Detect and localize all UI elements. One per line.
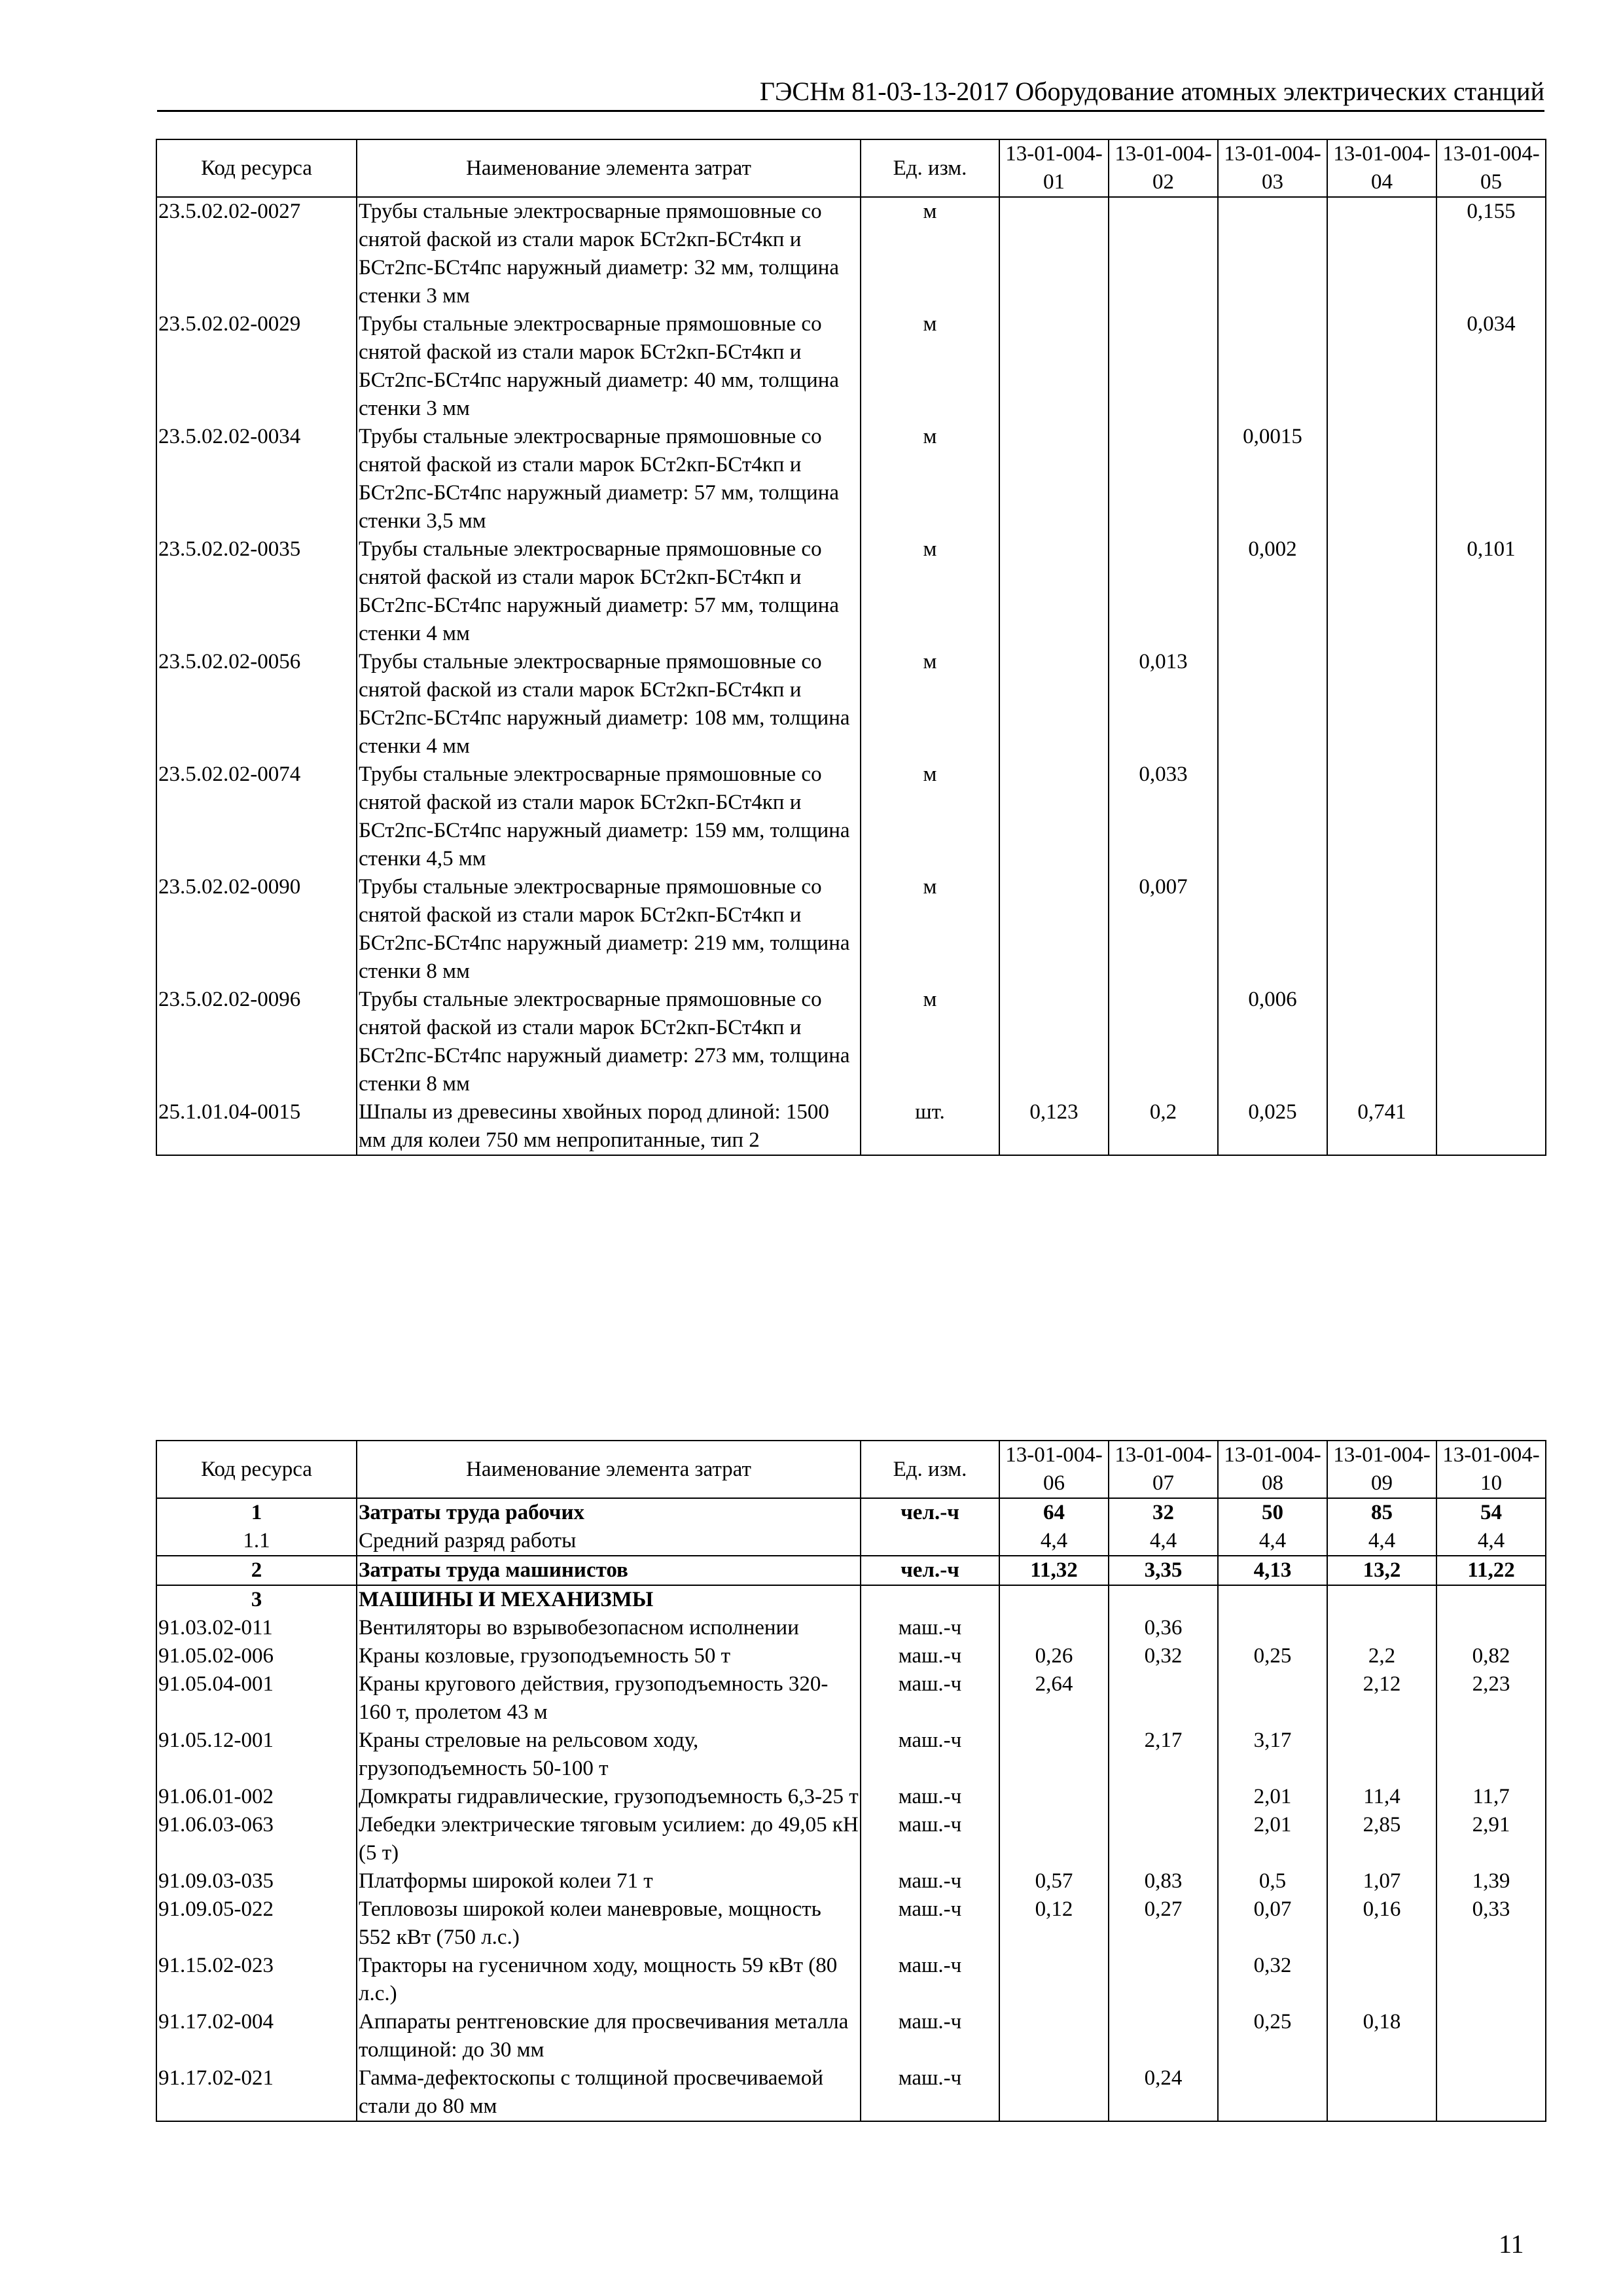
resource-code: 1 [156, 1498, 357, 1527]
resource-value [999, 648, 1109, 761]
table-row [156, 1556, 1546, 1585]
resource-value: 4,4 [1218, 1527, 1327, 1556]
resource-value: 0,101 [1436, 535, 1546, 648]
table-row [156, 310, 1546, 423]
header-col: 13-01-004-05 [1436, 139, 1546, 197]
resource-code: 91.09.05-022 [156, 1895, 357, 1952]
table-row [156, 1727, 1546, 1783]
resource-code: 23.5.02.02-0034 [156, 423, 357, 535]
resource-value: 11,4 [1327, 1783, 1436, 1811]
resource-name: Трубы стальные электросварные прямошовные со снятой фаской из стали марок БСт2кп-БСт4кп и БСт2пс-БСт4пс наружный диаметр: 159 мм, толщина стенки 4,5 мм [357, 761, 861, 873]
resource-code: 91.06.03-063 [156, 1811, 357, 1867]
resource-value [1109, 986, 1218, 1098]
resource-value: 0,155 [1436, 197, 1546, 310]
resource-unit: чел.-ч [861, 1498, 999, 1527]
header-col: 13-01-004-04 [1327, 139, 1436, 197]
resource-code: 91.05.12-001 [156, 1727, 357, 1783]
resource-value: 2,17 [1109, 1727, 1218, 1783]
table-row [156, 2008, 1546, 2064]
resource-value: 3,35 [1109, 1556, 1218, 1585]
resource-code: 1.1 [156, 1527, 357, 1556]
resource-unit: шт. [861, 1098, 999, 1155]
header-col: 13-01-004-07 [1109, 1441, 1218, 1498]
resource-value [1109, 535, 1218, 648]
resource-unit: маш.-ч [861, 1614, 999, 1642]
resource-value: 0,16 [1327, 1895, 1436, 1952]
resource-name: Трубы стальные электросварные прямошовные со снятой фаской из стали марок БСт2кп-БСт4кп и БСт2пс-БСт4пс наружный диаметр: 108 мм, толщина стенки 4 мм [357, 648, 861, 761]
resource-code: 91.05.02-006 [156, 1642, 357, 1670]
resource-value [1327, 535, 1436, 648]
resource-name: Трубы стальные электросварные прямошовные со снятой фаской из стали марок БСт2кп-БСт4кп и БСт2пс-БСт4пс наружный диаметр: 40 мм, толщина стенки 3 мм [357, 310, 861, 423]
header-col: 13-01-004-02 [1109, 139, 1218, 197]
table-row [156, 1952, 1546, 2008]
resource-value: 2,85 [1327, 1811, 1436, 1867]
resource-value: 2,01 [1218, 1783, 1327, 1811]
resource-value: 0,025 [1218, 1098, 1327, 1155]
resource-value [1109, 423, 1218, 535]
resource-name: Трубы стальные электросварные прямошовные со снятой фаской из стали марок БСт2кп-БСт4кп и БСт2пс-БСт4пс наружный диаметр: 273 мм, толщина стенки 8 мм [357, 986, 861, 1098]
resource-code: 91.05.04-001 [156, 1670, 357, 1727]
resource-value: 4,13 [1218, 1556, 1327, 1585]
resource-value [1109, 1670, 1218, 1727]
header-name: Наименование элемента затрат [357, 139, 861, 197]
table-row [156, 423, 1546, 535]
resource-code: 91.15.02-023 [156, 1952, 357, 2008]
resource-value: 1,07 [1327, 1867, 1436, 1895]
resource-name: Тракторы на гусеничном ходу, мощность 59 кВт (80 л.с.) [357, 1952, 861, 2008]
resource-value: 0,2 [1109, 1098, 1218, 1155]
resource-name: Затраты труда рабочих [357, 1498, 861, 1527]
resource-value: 0,07 [1218, 1895, 1327, 1952]
resource-value: 11,22 [1436, 1556, 1546, 1585]
resource-value [1218, 1614, 1327, 1642]
resource-code: 23.5.02.02-0056 [156, 648, 357, 761]
resource-value: 0,013 [1109, 648, 1218, 761]
table-row [156, 1783, 1546, 1811]
resource-value [1436, 1952, 1546, 2008]
header-unit: Ед. изм. [861, 139, 999, 197]
resource-value: 0,034 [1436, 310, 1546, 423]
header-name: Наименование элемента затрат [357, 1441, 861, 1498]
resource-value [1327, 1614, 1436, 1642]
resource-value: 0,5 [1218, 1867, 1327, 1895]
resource-value [1436, 761, 1546, 873]
resource-code: 23.5.02.02-0096 [156, 986, 357, 1098]
resource-value [1327, 1952, 1436, 2008]
resource-value [1436, 1614, 1546, 1642]
resource-name: Аппараты рентгеновские для просвечивания металла толщиной: до 30 мм [357, 2008, 861, 2064]
resource-table-2 [156, 1440, 1546, 2122]
table-row [156, 986, 1546, 1098]
resource-code: 23.5.02.02-0074 [156, 761, 357, 873]
resource-value: 0,57 [999, 1867, 1109, 1895]
resource-unit: м [861, 648, 999, 761]
resource-value: 2,23 [1436, 1670, 1546, 1727]
resource-value [999, 1727, 1109, 1783]
resource-name: МАШИНЫ И МЕХАНИЗМЫ [357, 1585, 861, 1614]
header-code: Код ресурса [156, 1441, 357, 1498]
resource-unit: м [861, 310, 999, 423]
resource-value: 4,4 [999, 1527, 1109, 1556]
resource-code: 25.1.01.04-0015 [156, 1098, 357, 1155]
table-row [156, 2064, 1546, 2121]
resource-value [1436, 2064, 1546, 2121]
resource-name: Шпалы из древесины хвойных пород длиной: 1500 мм для колеи 750 мм непропитанные, тип 2 [357, 1098, 861, 1155]
resource-code: 2 [156, 1556, 357, 1585]
resource-value [1327, 986, 1436, 1098]
resource-table-1 [156, 139, 1546, 1156]
resource-value [1109, 197, 1218, 310]
resource-value: 2,64 [999, 1670, 1109, 1727]
resource-unit: маш.-ч [861, 1670, 999, 1727]
resource-value: 50 [1218, 1498, 1327, 1527]
resource-value: 4,4 [1436, 1527, 1546, 1556]
resource-value [999, 761, 1109, 873]
resource-value: 0,25 [1218, 2008, 1327, 2064]
resource-value: 11,32 [999, 1556, 1109, 1585]
resource-code: 91.17.02-021 [156, 2064, 357, 2121]
table-header-row [156, 1441, 1546, 1498]
resource-name: Платформы широкой колеи 71 т [357, 1867, 861, 1895]
table-row [156, 648, 1546, 761]
resource-unit: м [861, 986, 999, 1098]
header-col: 13-01-004-09 [1327, 1441, 1436, 1498]
resource-value [1218, 761, 1327, 873]
resource-value [1436, 986, 1546, 1098]
table-row [156, 1585, 1546, 1614]
resource-value [999, 986, 1109, 1098]
resource-value: 0,006 [1218, 986, 1327, 1098]
resource-value: 0,0015 [1218, 423, 1327, 535]
resource-value [1218, 310, 1327, 423]
resource-value [1109, 1811, 1218, 1867]
resource-value: 3,17 [1218, 1727, 1327, 1783]
resource-unit: маш.-ч [861, 1895, 999, 1952]
resource-value [999, 1585, 1109, 1614]
page-number: 11 [1499, 2229, 1524, 2259]
resource-name: Трубы стальные электросварные прямошовные со снятой фаской из стали марок БСт2кп-БСт4кп и БСт2пс-БСт4пс наружный диаметр: 32 мм, толщина стенки 3 мм [357, 197, 861, 310]
table-row [156, 1098, 1546, 1155]
resource-value: 0,033 [1109, 761, 1218, 873]
table-row [156, 1642, 1546, 1670]
resource-unit [861, 1585, 999, 1614]
resource-unit: м [861, 761, 999, 873]
resource-value [1109, 2008, 1218, 2064]
table-row [156, 1670, 1546, 1727]
table-row [156, 535, 1546, 648]
resource-value: 0,32 [1109, 1642, 1218, 1670]
resource-value [1327, 197, 1436, 310]
header-col: 13-01-004-08 [1218, 1441, 1327, 1498]
resource-name: Трубы стальные электросварные прямошовные со снятой фаской из стали марок БСт2кп-БСт4кп и БСт2пс-БСт4пс наружный диаметр: 57 мм, толщина стенки 3,5 мм [357, 423, 861, 535]
resource-name: Лебедки электрические тяговым усилием: до 49,05 кН (5 т) [357, 1811, 861, 1867]
resource-unit: маш.-ч [861, 2064, 999, 2121]
table-row [156, 197, 1546, 310]
resource-code: 23.5.02.02-0029 [156, 310, 357, 423]
resource-value: 0,26 [999, 1642, 1109, 1670]
header-code: Код ресурса [156, 139, 357, 197]
resource-code: 23.5.02.02-0027 [156, 197, 357, 310]
header-col: 13-01-004-10 [1436, 1441, 1546, 1498]
table-row [156, 1895, 1546, 1952]
resource-value [1436, 1585, 1546, 1614]
resource-name: Средний разряд работы [357, 1527, 861, 1556]
resource-unit: маш.-ч [861, 1952, 999, 2008]
resource-value [1436, 423, 1546, 535]
resource-value: 32 [1109, 1498, 1218, 1527]
resource-unit: маш.-ч [861, 1642, 999, 1670]
resource-unit: м [861, 873, 999, 986]
resource-unit: маш.-ч [861, 1811, 999, 1867]
resource-value [1218, 648, 1327, 761]
table-header-row [156, 139, 1546, 197]
resource-code: 3 [156, 1585, 357, 1614]
resource-value: 0,12 [999, 1895, 1109, 1952]
resource-value [1436, 1727, 1546, 1783]
resource-value: 2,91 [1436, 1811, 1546, 1867]
resource-value [1218, 197, 1327, 310]
resource-name: Краны козловые, грузоподъемность 50 т [357, 1642, 861, 1670]
resource-value: 0,002 [1218, 535, 1327, 648]
resource-value [1218, 1670, 1327, 1727]
resource-code: 23.5.02.02-0035 [156, 535, 357, 648]
table-row [156, 761, 1546, 873]
resource-value: 0,82 [1436, 1642, 1546, 1670]
resource-value [1327, 761, 1436, 873]
resource-unit: м [861, 423, 999, 535]
resource-value: 1,39 [1436, 1867, 1546, 1895]
resource-code: 91.17.02-004 [156, 2008, 357, 2064]
header-unit: Ед. изм. [861, 1441, 999, 1498]
resource-value: 4,4 [1109, 1527, 1218, 1556]
resource-name: Трубы стальные электросварные прямошовные со снятой фаской из стали марок БСт2кп-БСт4кп и БСт2пс-БСт4пс наружный диаметр: 219 мм, толщина стенки 8 мм [357, 873, 861, 986]
resource-code: 91.03.02-011 [156, 1614, 357, 1642]
table-row [156, 1527, 1546, 1556]
resource-value: 0,741 [1327, 1098, 1436, 1155]
resource-value: 11,7 [1436, 1783, 1546, 1811]
table-row [156, 1614, 1546, 1642]
resource-value [1327, 2064, 1436, 2121]
resource-code: 91.06.01-002 [156, 1783, 357, 1811]
resource-value [1109, 310, 1218, 423]
resource-unit: маш.-ч [861, 1867, 999, 1895]
resource-value [1327, 648, 1436, 761]
page-header: ГЭСНм 81-03-13-2017 Оборудование атомных электрических станций [157, 73, 1544, 112]
resource-unit: маш.-ч [861, 1727, 999, 1783]
resource-value [999, 1614, 1109, 1642]
resource-value [999, 423, 1109, 535]
resource-unit: м [861, 535, 999, 648]
resource-unit: маш.-ч [861, 1783, 999, 1811]
resource-value: 0,18 [1327, 2008, 1436, 2064]
resource-value [1218, 1585, 1327, 1614]
table-row [156, 1498, 1546, 1527]
header-col: 13-01-004-03 [1218, 139, 1327, 197]
resource-value [999, 1952, 1109, 2008]
resource-value: 2,2 [1327, 1642, 1436, 1670]
resource-unit: маш.-ч [861, 2008, 999, 2064]
resource-value: 13,2 [1327, 1556, 1436, 1585]
resource-code: 23.5.02.02-0090 [156, 873, 357, 986]
resource-value [1327, 310, 1436, 423]
resource-value [1436, 873, 1546, 986]
resource-value [1327, 1727, 1436, 1783]
resource-value [1327, 873, 1436, 986]
resource-value: 0,24 [1109, 2064, 1218, 2121]
resource-unit: чел.-ч [861, 1556, 999, 1585]
table-row [156, 1867, 1546, 1895]
resource-value: 0,36 [1109, 1614, 1218, 1642]
resource-value [999, 197, 1109, 310]
resource-value [1218, 873, 1327, 986]
resource-value: 2,01 [1218, 1811, 1327, 1867]
resource-value: 0,32 [1218, 1952, 1327, 2008]
resource-value: 0,27 [1109, 1895, 1218, 1952]
resource-value: 0,33 [1436, 1895, 1546, 1952]
resource-name: Гамма-дефектоскопы с толщиной просвечиваемой стали до 80 мм [357, 2064, 861, 2121]
resource-value [999, 873, 1109, 986]
resource-value [1327, 1585, 1436, 1614]
header-col: 13-01-004-06 [999, 1441, 1109, 1498]
table-row [156, 873, 1546, 986]
resource-unit: м [861, 197, 999, 310]
resource-name: Трубы стальные электросварные прямошовные со снятой фаской из стали марок БСт2кп-БСт4кп и БСт2пс-БСт4пс наружный диаметр: 57 мм, толщина стенки 4 мм [357, 535, 861, 648]
resource-unit [861, 1527, 999, 1556]
resource-value [1436, 1098, 1546, 1155]
resource-value: 0,83 [1109, 1867, 1218, 1895]
resource-value [1218, 2064, 1327, 2121]
resource-value: 54 [1436, 1498, 1546, 1527]
resource-value: 0,123 [999, 1098, 1109, 1155]
resource-value [1109, 1585, 1218, 1614]
resource-value [999, 535, 1109, 648]
resource-value: 0,25 [1218, 1642, 1327, 1670]
header-col: 13-01-004-01 [999, 139, 1109, 197]
resource-value: 2,12 [1327, 1670, 1436, 1727]
resource-value: 85 [1327, 1498, 1436, 1527]
resource-name: Краны стреловые на рельсовом ходу, грузоподъемность 50-100 т [357, 1727, 861, 1783]
resource-name: Краны кругового действия, грузоподъемность 320-160 т, пролетом 43 м [357, 1670, 861, 1727]
resource-name: Затраты труда машинистов [357, 1556, 861, 1585]
resource-value [1109, 1783, 1218, 1811]
resource-value [1436, 2008, 1546, 2064]
resource-value: 64 [999, 1498, 1109, 1527]
resource-value: 0,007 [1109, 873, 1218, 986]
resource-name: Тепловозы широкой колеи маневровые, мощность 552 кВт (750 л.с.) [357, 1895, 861, 1952]
resource-name: Домкраты гидравлические, грузоподъемность 6,3-25 т [357, 1783, 861, 1811]
resource-value [999, 1783, 1109, 1811]
resource-value [999, 2064, 1109, 2121]
resource-value [999, 1811, 1109, 1867]
resource-value [1109, 1952, 1218, 2008]
resource-value [999, 310, 1109, 423]
resource-value [1327, 423, 1436, 535]
resource-name: Вентиляторы во взрывобезопасном исполнении [357, 1614, 861, 1642]
resource-value: 4,4 [1327, 1527, 1436, 1556]
resource-value [999, 2008, 1109, 2064]
resource-value [1436, 648, 1546, 761]
resource-code: 91.09.03-035 [156, 1867, 357, 1895]
table-row [156, 1811, 1546, 1867]
